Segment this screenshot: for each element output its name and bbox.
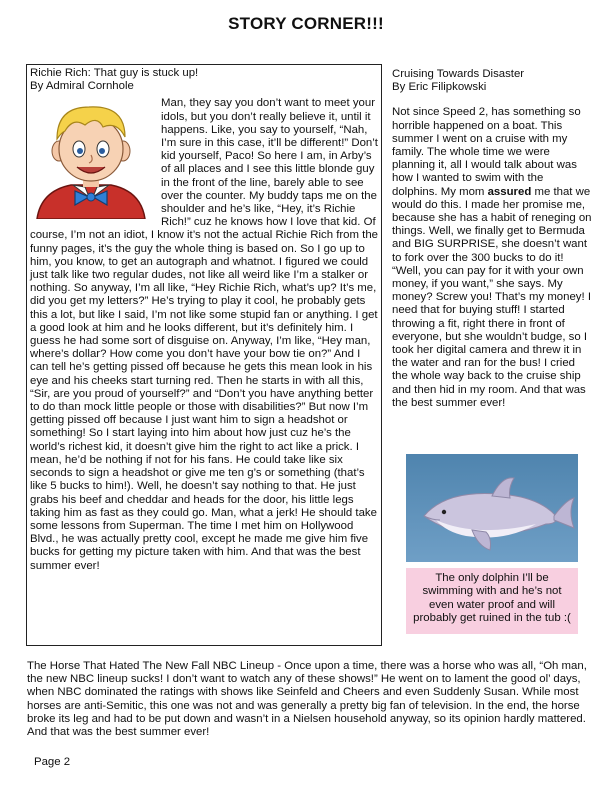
page-title: STORY CORNER!!! (228, 14, 384, 33)
story1-body-container (30, 97, 381, 572)
story1-byline: By Admiral Cornhole (30, 80, 134, 93)
story2-body-part1: Not since Speed 2, has something so horrible happened on a boat. This summer I went on a cruise with my family. The whole time we were planning it, all I would talk about was how I wanted to swim with the dolphins. My mom (392, 106, 581, 198)
story-cruising-column (392, 68, 592, 410)
story2-body-bold: assured (487, 185, 532, 198)
page-number: Page 2 (34, 756, 71, 768)
story1-body: Man, they say you don’t want to meet your idols, but you don’t really believe it, until it happens. Like, you say to yourself, “Nah, I’m sure in this case, it’ll be different!” Don’t kid yourself, Paco! So here I am, in Arby’s of all places and I see this little blonde guy in the front of the line, barely able to see over the counter. My buddy taps me on the shoulder and he’s like, “Hey, it’s Richie Rich!” cuz he knows how I love that kid. Of course, I’m not an idiot, I know it’s not the actual Richie Rich from the funny pages, it’s the guy the whole thing is based on. So I go up to him, you know, to get an autograph and whatnot. I figured we could just talk like two regular dudes, not like all weird like I’m a stalker or nothing. So anyway, I’m all like, “Hey Richie Rich, what’s up? It’s me, did you get my letters?” He’s trying to play it cool, he probably gets this a lot, but like I said, I’m not like some stupid fan or anything. I get a good look at him and he looks different, but it’s definitely him. I guess he had some sort of disguise on. Anyway, I’m like, “Hey man, where’s dollar? How come you don’t have your bow tie on?” And I can tell he’s getting pissed off because he gets this mean look in his eye and his cheeks start turning red. Then he starts in with all this, “Sir, are you proud of yourself?” and “Don’t you have anything better to do than mock little people or those with disabilities?” But now I’m getting pissed off because I just want him to sign a headshot or something! So I start laying into him about how just cuz he’s the world’s richest kid, it doesn’t give him the right to act like a prick. I mean, he’d be nothing if not for his fans. He could take like six seconds to sign a headshot or give me ten g’s or something (that’s like 5 bucks to him!). Well, he doesn’t say nothing to that. He just grabs his beef and cheddar and heads for the door, his little legs taking him as fast as they could go. Man, what a jerk! He should take some lessons from Superman. The time I met him on Hollywood Blvd., he was actually pretty cool, except he made me give him five bucks for getting my picture taken with him. And that was the best summer ever! (30, 97, 378, 572)
story1-title: Richie Rich: That guy is stuck up! (30, 67, 199, 79)
story-horse-nbc: The Horse That Hated The New Fall NBC Lineup - Once upon a time, there was a horse who was all, “Oh man, the new NBC lineup sucks! I don’t want to watch any of these shows!” He went on to lament the good ol’ days, when NBC dominated the ratings with shows like Seinfeld and Cheers and even Suddenly Susan. While most horses are anti-Semitic, this one was not and was generally a pretty big fan of television. In the end, the horse broke its leg and had to be put down and wasn’t in a Nielsen household anyway, so its opinion hardly mattered. And that was the best summer ever! (27, 660, 587, 739)
story2-byline: By Eric Filipkowski (392, 81, 487, 94)
richie-rich-cartoon-image (27, 99, 155, 219)
dolphin-caption: The only dolphin I’ll be swimming with and he’s not even water proof and will probably get ruined in the tub :( (406, 568, 578, 634)
story-richie-rich-box (26, 64, 382, 646)
story2-title: Cruising Towards Disaster (392, 68, 525, 80)
dolphin-plush-image (406, 454, 578, 562)
story2-body (392, 106, 592, 410)
story2-body-part2: me that we would do this. I made her promise me, because she has a habit of reneging on things. Well, we finally get to Bermuda and BIG SURPRISE, she doesn’t want to fork over the 300 bucks to do it! “Well, you can pay for it with your own money, if you want,” she says. My money? Screw you! That’s my money! I need that for buying stuff! I started throwing a fit, right there in front of everyone, but she wouldn’t budge, so I took her digital camera and threw it in the water and ran for the bus! I cried the whole way back to the cruise ship and then hid in my room. And that was the best summer ever! (392, 185, 592, 409)
